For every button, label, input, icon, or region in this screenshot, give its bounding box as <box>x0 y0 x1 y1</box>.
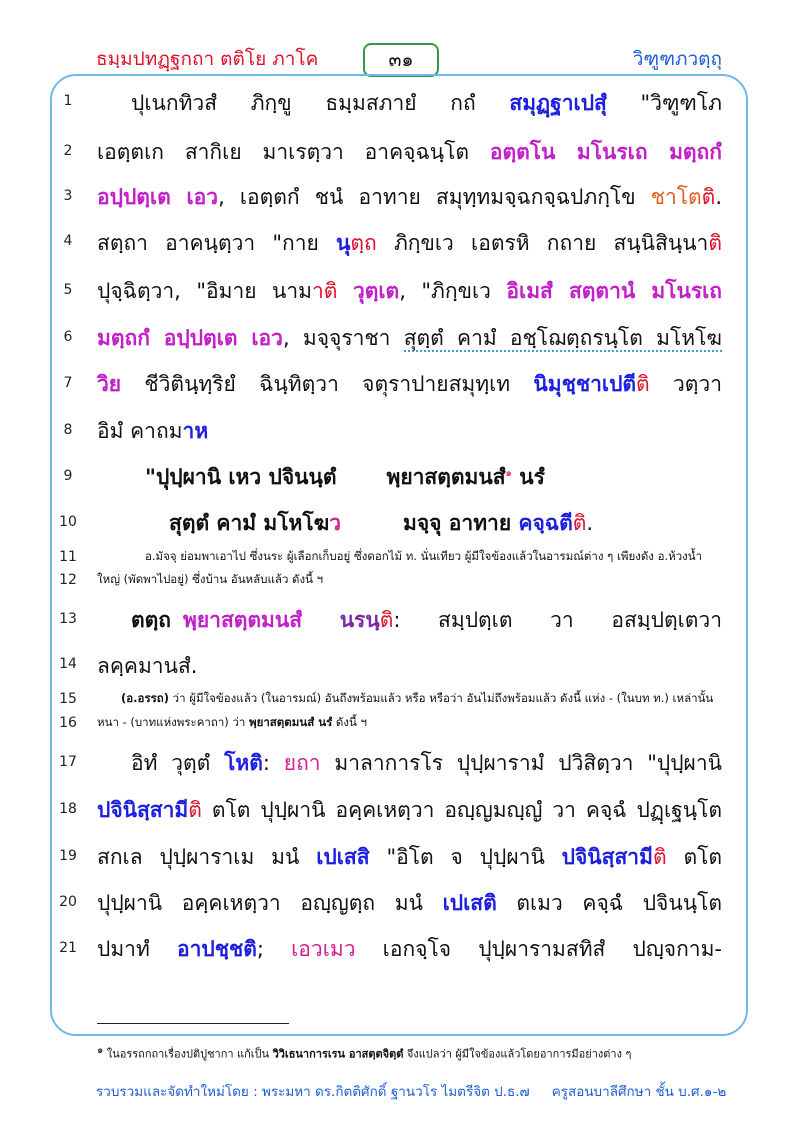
line-number: 16 <box>59 715 77 731</box>
verse-line-1: "ปุปฺผานิ เหว ปจินนฺตํ พฺยาสตฺตมนสํ$^๑$ นรํ <box>145 465 545 489</box>
footnote-divider <box>97 1023 289 1024</box>
footer-compiler: รวบรวมและจัดทำใหม่โดย : พระมหา ดร.กิตติศักดิ์ ฐานวโร ไมตรีจิต ป.ธ.๗ <box>96 1084 530 1100</box>
text-line-4: สตฺถา อาคนฺตฺวา "กาย นุตฺถ ภิกฺขเว เอตรหิ กถาย สนฺนิสินฺนาติ <box>97 231 722 255</box>
line-number: 7 <box>63 375 73 391</box>
line-number: 18 <box>59 801 77 817</box>
line-number: 17 <box>59 754 77 770</box>
translation-line-11: อ.มัจจุ ย่อมพาเอาไป ซึ่งนระ ผู้เลือกเก็บอยู่ ซึ่งดอกไม้ ท. นั่นเทียว ผู้มีใจข้องแล้วในอารมณ์ต่าง ๆ เพียงดัง อ.ห้วงน้ำ <box>145 549 703 563</box>
line-number: 3 <box>63 188 73 204</box>
line-number: 6 <box>63 329 73 345</box>
page-footer <box>96 1080 726 1102</box>
text-line-6: มตฺถกํ อปฺปตฺเต เอว, มจฺจุราชา สุตฺตํ คามํ อชฺโฌตฺถรนฺโต มโหโฆ <box>97 326 722 350</box>
text-line-18: ปจินิสฺสามีติ ตโต ปุปฺผานิ อคฺคเหตฺวา อญฺญมญฺญํ วา คจฺฉํ ปฏฺเฐนฺโต <box>97 798 722 822</box>
text-line-5: ปุจฺฉิตฺวา, "อิมาย นามาติ วุตฺเต, "ภิกฺขเว อิเมสํ สตฺตานํ มโนรเถ <box>97 279 722 303</box>
text-line-21: ปมาทํ อาปชฺชติ; เอวเมว เอกจฺโจ ปุปฺผารามสทิสํ ปญฺจกาม- <box>97 937 722 961</box>
line-number: 15 <box>59 691 77 707</box>
text-line-1: ปุเนกทิวสํ ภิกฺขู ธมฺมสภายํ กถํ สมุฏฺฐาเปสุํ "วิฑูฑโภ <box>131 91 722 115</box>
page-number-box: ๓๑ <box>363 43 439 77</box>
text-line-20: ปุปฺผานิ อคฺคเหตฺวา อญฺญตฺถ มนํ เปเสติ ตเมว คจฺฉํ ปจินนฺโต <box>97 891 722 915</box>
line-number: 10 <box>59 514 77 530</box>
line-number: 4 <box>63 233 73 249</box>
line-number: 2 <box>63 143 73 159</box>
line-number: 5 <box>63 282 73 298</box>
footnote: $^๑$ ในอรรถกถาเรื่องปติปูชากา แก้เป็น วิวิเธนาการเรน อาสตฺตจิตฺตํ จึงแปลว่า ผู้มีใจข้องแล้วโดยอาการมีอย่างต่าง ๆ <box>97 1045 632 1061</box>
verse-line-2: สุตฺตํ คามํ มโหโฆว มจฺจุ อาทาย คจฺฉตีติ. <box>169 511 594 535</box>
translation-line-15: (อ.อรรถ) ว่า ผู้มีใจข้องแล้ว (ในอารมณ์) อันถึงพร้อมแล้ว หรือ หรือว่า อันไม่ถึงพร้อมแล้ว ดังนี้ แห่ง - (ในบท ท.) เหล่านั้น <box>121 691 714 705</box>
line-number: 13 <box>59 611 77 627</box>
line-number: 20 <box>59 894 77 910</box>
text-line-17: อิทํ วุตฺตํ โหติ: ยถา มาลาการโร ปุปฺผารามํ ปวิสิตฺวา "ปุปฺผานิ <box>131 751 722 775</box>
footnote-number: ๑ <box>97 1045 104 1056</box>
line-number: 12 <box>59 572 77 588</box>
line-number: 11 <box>59 549 77 565</box>
text-line-7: วิย ชีวิตินฺทฺริยํ ฉินฺทิตฺวา จตุราปายสมุทฺเท นิมุชฺชาเปตีติ วตฺวา <box>97 372 722 396</box>
line-number: 1 <box>63 93 73 109</box>
line-number: 14 <box>59 656 77 672</box>
line-number: 9 <box>63 468 73 484</box>
text-line-13: ตตฺถ พฺยาสตฺตมนสํ นรนฺติ: สมฺปตฺเต วา อสมฺปตฺเตวา <box>131 608 722 632</box>
line-number: 19 <box>59 848 77 864</box>
line-number: 21 <box>59 940 77 956</box>
text-line-3: อปฺปตฺเต เอว, เอตฺตกํ ชนํ อาทาย สมุทฺทมจฺฉกจฺฉปภกฺโข ชาโตติ. <box>97 185 722 209</box>
text-line-8: อิมํ คาถมาห <box>97 419 209 443</box>
story-title: วิฑูฑภวตฺถุ <box>632 48 722 70</box>
footnote-marker: ๑ <box>505 468 512 479</box>
translation-line-12: ใหญ่ (พัดพาไปอยู่) ซึ่งบ้าน อันหลับแล้ว ดังนี้ ฯ <box>97 572 324 586</box>
footer-course: ครูสอนบาลีศึกษา ชั้น บ.ศ.๑-๒ <box>551 1084 727 1100</box>
book-title: ธมฺมปทฏฺฐกถา ตติโย ภาโค <box>96 48 319 70</box>
text-line-19: สกเล ปุปฺผาราเม มนํ เปเสสิ "อิโต จ ปุปฺผานิ ปจินิสฺสามีติ ตโต <box>97 845 723 869</box>
translation-line-16: หนา - (บาทแห่งพระคาถา) ว่า พฺยาสตฺตมนสํ นรํ ดังนี้ ฯ <box>97 715 367 729</box>
text-line-2: เอตฺตเก สากิเย มาเรตฺวา อาคจฺฉนฺโต อตฺตโน มโนรเถ มตฺถกํ <box>97 140 722 164</box>
text-line-14: ลคฺคมานสํ. <box>97 654 198 678</box>
line-number: 8 <box>63 422 73 438</box>
